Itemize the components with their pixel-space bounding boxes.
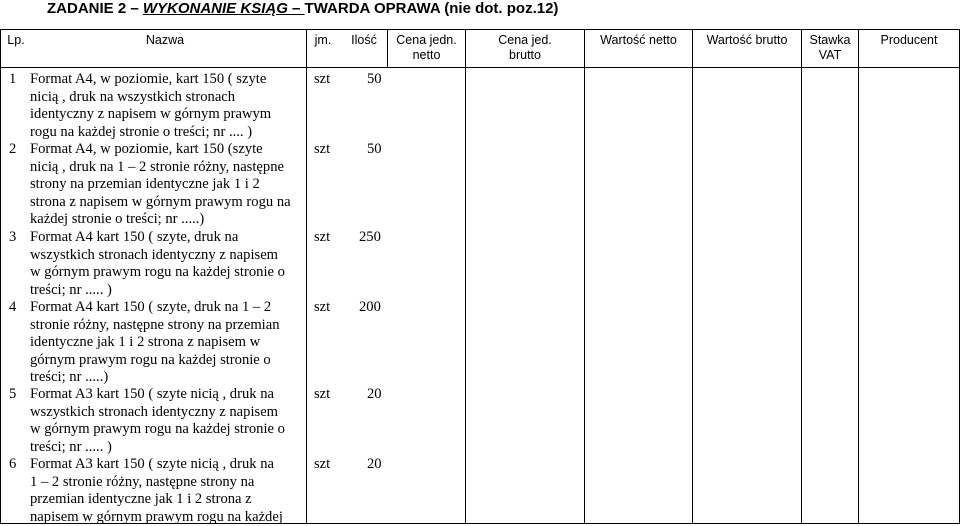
description-line: każdej stronie o treści; nr .....) — [30, 211, 205, 228]
title-rest: TWARDA OPRAWA (nie dot. poz.12) — [304, 0, 559, 17]
description-line: Format A4, w poziomie, kart 150 ( szyte — [30, 71, 267, 87]
header-producent: Producent — [880, 33, 938, 47]
description-line: rogu na każdej stronie o treści; nr .... ) — [30, 123, 253, 140]
description-line: 1 – 2 stronie różny, następne strony na — [30, 473, 255, 490]
row-jm: szt — [314, 141, 331, 157]
header-cena-brutto-line2: brutto — [509, 48, 541, 62]
description-line: Format A4, w poziomie, kart 150 (szyte — [30, 141, 263, 157]
row-ilosc: 200 — [359, 299, 381, 315]
row-ilosc: 250 — [359, 229, 381, 245]
header-cena-brutto-line1: Cena jed. — [498, 33, 552, 47]
row-jm: szt — [314, 71, 331, 87]
row-description — [30, 386, 285, 456]
description-line: górnym prawym rogu na każdej stronie o — [30, 351, 271, 368]
row-lp: 3 — [9, 229, 17, 245]
description-line: strona z napisem w górnym prawym rogu na — [30, 193, 291, 210]
row-lp: 5 — [9, 386, 17, 402]
row-jm: szt — [314, 229, 331, 245]
description-line: w górnym prawym rogu na każdej stronie o — [30, 421, 285, 438]
description-line: Format A4 kart 150 ( szyte, druk na 1 – 2 — [30, 299, 272, 315]
row-lp: 2 — [9, 141, 17, 157]
header-ilosc: Ilość — [351, 33, 377, 47]
description-line: wszystkich stronach identyczny z napisem — [30, 246, 279, 263]
row-lp: 1 — [9, 71, 17, 87]
row-jm: szt — [314, 386, 331, 402]
description-line: przemian identyczne jak 1 i 2 strona z — [30, 491, 252, 508]
description-line: treści; nr ..... ) — [30, 438, 112, 455]
row-description — [30, 141, 291, 229]
row-ilosc: 50 — [367, 141, 382, 157]
header-jm: jm. — [314, 33, 332, 47]
header-wartosc-netto: Wartość netto — [600, 33, 677, 47]
description-line: stronie różny, następne strony na przemian — [30, 316, 280, 333]
header-stawka-line1: Stawka — [809, 33, 851, 47]
header-stawka-vat — [802, 33, 858, 63]
description-line: identyczne jak 1 i 2 strona z napisem w — [30, 334, 261, 351]
description-line: strony na przemian identyczne jak 1 i 2 — [30, 176, 260, 193]
row-lp: 6 — [9, 456, 17, 472]
description-line: Format A3 kart 150 ( szyte nicią , druk na — [30, 386, 274, 402]
row-ilosc: 20 — [367, 386, 382, 402]
row-description — [30, 71, 271, 141]
row-lp: 4 — [9, 299, 17, 315]
description-line: treści; nr ..... ) — [30, 281, 112, 298]
header-cena-netto — [388, 33, 465, 63]
row-description — [30, 456, 283, 526]
title-prefix: ZADANIE 2 – — [47, 0, 143, 17]
row-jm: szt — [314, 456, 331, 472]
description-line: treści; nr .....) — [30, 369, 109, 386]
header-nazwa: Nazwa — [145, 33, 185, 47]
row-ilosc: 20 — [367, 456, 382, 472]
title-underlined: WYKONANIE KSIĄG – — [142, 0, 305, 17]
header-cena-brutto — [466, 33, 584, 63]
row-description — [30, 299, 280, 387]
description-line: identyczny z napisem w górnym prawym — [30, 106, 272, 123]
description-line: Format A4 kart 150 ( szyte, druk na — [30, 229, 239, 245]
description-line: wszystkich stronach identyczny z napisem — [30, 403, 279, 420]
row-jm: szt — [314, 299, 331, 315]
description-line: nicią , druk na 1 – 2 stronie różny, następne — [30, 158, 284, 175]
description-line: Format A3 kart 150 ( szyte nicią , druk na — [30, 456, 274, 472]
row-ilosc: 50 — [367, 71, 382, 87]
header-wartosc-brutto: Wartość brutto — [706, 33, 788, 47]
header-lp: Lp. — [7, 33, 25, 47]
description-line: napisem w górnym prawym rogu na każdej — [30, 508, 283, 525]
row-description — [30, 229, 285, 299]
description-line: w górnym prawym rogu na każdej stronie o — [30, 264, 285, 281]
header-cena-netto-line1: Cena jedn. — [396, 33, 457, 47]
header-stawka-line2: VAT — [818, 48, 842, 62]
header-cena-netto-line2: netto — [412, 48, 441, 62]
description-line: nicią , druk na wszystkich stronach — [30, 88, 236, 105]
